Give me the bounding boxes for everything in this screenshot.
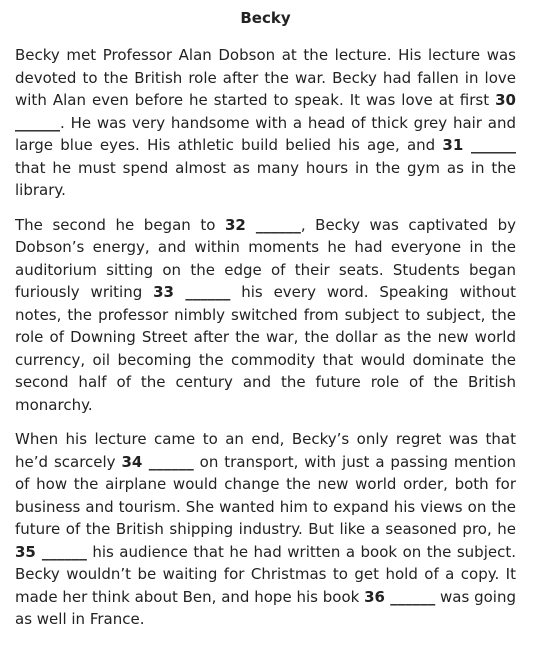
document-body [15, 44, 516, 631]
paragraph-1 [15, 44, 516, 202]
text-run: The second he began to [15, 215, 225, 234]
text-run: was going as well in France. [15, 587, 516, 628]
text-run: his every word. Speaking without notes, the professor nimbly switched from subject to subject, the role of Downing Street after the war, the dollar as the new world currency, oil becoming the commodity that would dominate the second half of the century and the future role of the British monarchy. [15, 283, 516, 414]
gap-number: 30 ______ [15, 91, 516, 132]
text-run: When his lecture came to an end, Becky’s only regret was that he’d scarcely [15, 430, 516, 471]
paragraph-3 [15, 428, 516, 631]
gap-number: 35 ______ [15, 542, 87, 561]
text-run: . He was very handsome with a head of thick grey hair and large blue eyes. His athletic build belied his age, and [15, 113, 516, 154]
paragraph-2 [15, 214, 516, 417]
text-run: that he must spend almost as many hours in the gym as in the library. [15, 158, 516, 199]
text-run: his audience that he had written a book on the subject. Becky wouldn’t be waiting for Christmas to get hold of a copy. It made her think about Ben, and hope his book [15, 542, 516, 606]
gap-number: 36 ______ [364, 587, 436, 606]
document-page [0, 9, 539, 655]
gap-number: 33 ______ [153, 283, 231, 301]
gap-number: 31 ______ [442, 136, 516, 154]
gap-number: 32 ______ [224, 215, 301, 234]
gap-number: 34 ______ [121, 452, 194, 471]
text-run: , Becky was captivated by Dobson’s energy, and within moments he had everyone in the auditorium sitting on the edge of their seats. Students began furiously writing [15, 215, 516, 301]
document-title: Becky [240, 9, 291, 27]
text-run: on transport, with just a passing mention of how the airplane would change the new world order, both for business and tourism. She wanted him to expand his views on the future of the British shipping industry. But like a seasoned pro, he [15, 452, 516, 538]
text-run: Becky met Professor Alan Dobson at the lecture. His lecture was devoted to the British role after the war. Becky had fallen in love with Alan even before he started to speak. It was love at first [15, 46, 516, 109]
